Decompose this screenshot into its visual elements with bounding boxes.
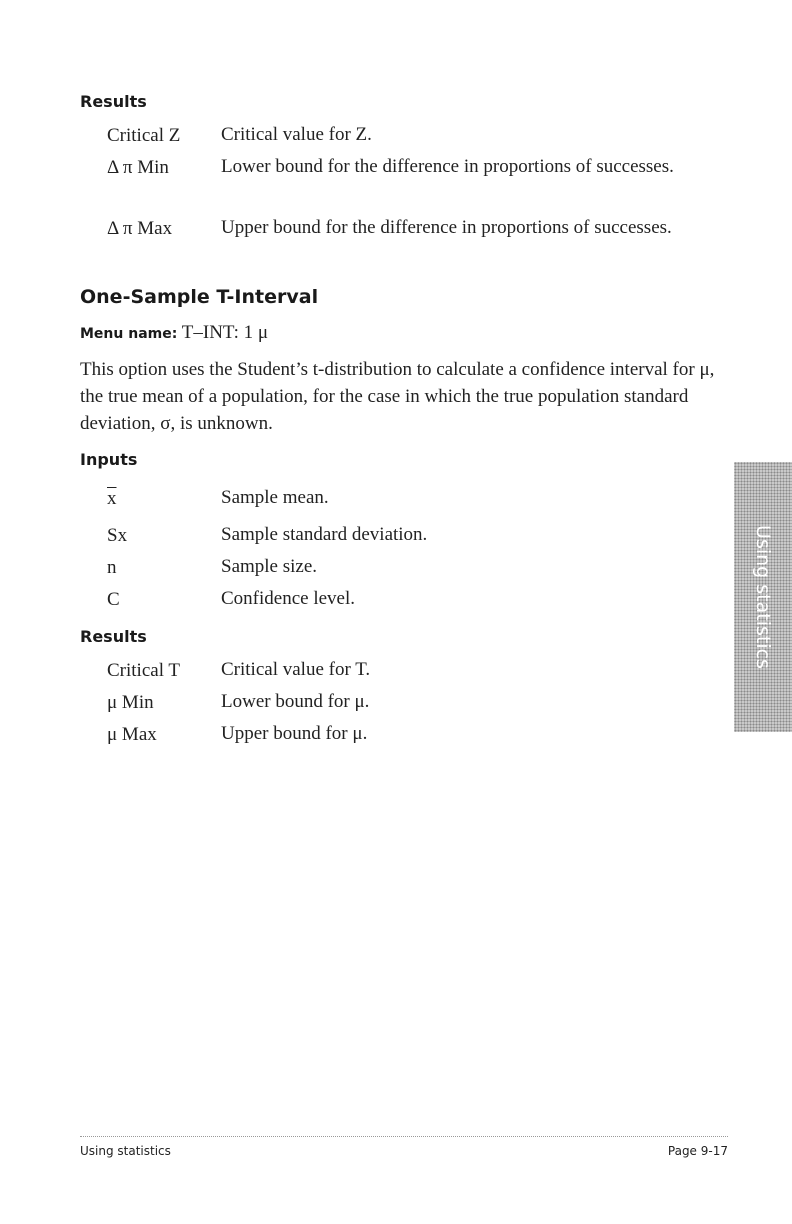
term-critical-t: Critical T xyxy=(107,660,180,681)
desc-confidence-level: Confidence level. xyxy=(221,588,356,609)
footer-page-number: Page 9-17 xyxy=(667,1144,728,1158)
term-mu-min: μ Min xyxy=(107,692,154,713)
term-delta-pi-min: Δ π Min xyxy=(107,157,169,178)
desc-critical-t: Critical value for T. xyxy=(221,659,371,680)
term-n: n xyxy=(107,557,117,578)
desc-sample-std-dev: Sample standard deviation. xyxy=(221,524,428,545)
desc-sample-size: Sample size. xyxy=(221,556,318,577)
desc-delta-pi-min: Lower bound for the difference in proportions of successes. xyxy=(221,156,674,177)
term-mu-max: μ Max xyxy=(107,724,157,745)
menu-name-label: Menu name: xyxy=(80,326,178,342)
results-heading-top: Results xyxy=(80,92,147,111)
term-x-bar: $\overline{x}$ xyxy=(107,488,117,509)
results-heading-bottom: Results xyxy=(80,627,147,646)
chapter-side-tab-label: Using statistics xyxy=(752,525,774,669)
term-critical-z: Critical Z xyxy=(107,125,181,146)
menu-name-line xyxy=(80,322,268,344)
desc-delta-pi-max: Upper bound for the difference in proportions of successes. xyxy=(221,217,672,238)
chapter-side-tab xyxy=(734,462,792,732)
section-description: This option uses the Student’s t-distribution to calculate a confidence interval for μ, the true mean of a population, for the case in which the true population standard deviation, σ, is unknown. xyxy=(80,359,715,434)
term-delta-pi-max: Δ π Max xyxy=(107,218,173,239)
desc-mu-min: Lower bound for μ. xyxy=(221,691,370,712)
inputs-heading: Inputs xyxy=(80,450,138,469)
footer-chapter-name: Using statistics xyxy=(80,1144,171,1158)
desc-critical-z: Critical value for Z. xyxy=(221,124,372,145)
term-c: C xyxy=(107,589,120,610)
footer-rule xyxy=(80,1136,728,1137)
term-sx: Sx xyxy=(107,525,128,546)
section-title: One-Sample T-Interval xyxy=(80,286,319,308)
desc-mu-max: Upper bound for μ. xyxy=(221,723,368,744)
desc-sample-mean: Sample mean. xyxy=(221,487,329,508)
menu-name-value: T–INT: 1 μ xyxy=(181,322,269,343)
